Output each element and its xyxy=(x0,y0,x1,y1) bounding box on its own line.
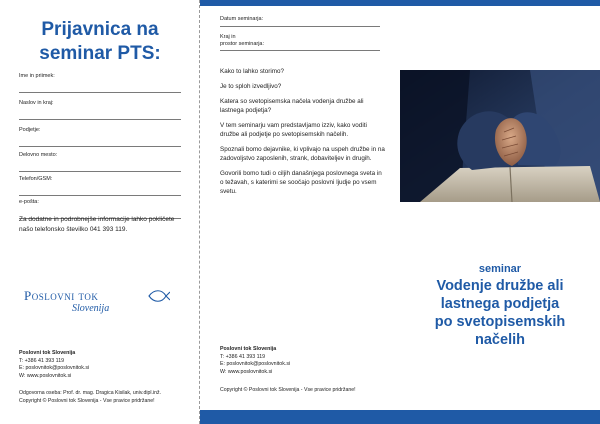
praying-hands-image xyxy=(400,70,600,202)
seminar-title-line: načelih xyxy=(475,332,525,348)
registration-panel xyxy=(0,0,200,424)
email-field-label: e-pošta: xyxy=(19,199,39,205)
job-position-field[interactable] xyxy=(19,148,181,172)
cover-panel xyxy=(400,0,600,424)
info-panel xyxy=(200,0,400,424)
seminar-place-label-line1: Kraj in xyxy=(220,34,236,40)
paragraph: V tem seminarju vam predstavljamo izziv, kako voditi družbe ali podjetje po svetopisemskih načelih. xyxy=(220,122,367,138)
left-footer xyxy=(19,390,195,405)
seminar-place-label-line2: prostor seminarja: xyxy=(220,41,265,47)
company-logo xyxy=(24,288,184,322)
fish-icon xyxy=(148,290,170,302)
responsible-person: Odgovorna oseba: Prof. dr. mag. Dragica Kisilak, univ.dipl.inž. xyxy=(19,390,162,396)
form-title xyxy=(0,18,200,66)
paragraph: Katera so svetopisemska načela vodenja družbe ali lastnega podjetja? xyxy=(220,98,364,114)
seminar-date-label: Datum seminarja: xyxy=(220,16,264,22)
logo-main-text: Poslovni tok xyxy=(24,288,99,303)
seminar-description xyxy=(220,67,385,202)
seminar-place-field[interactable] xyxy=(220,34,380,51)
contact-web: W: www.poslovnitok.si xyxy=(19,372,72,379)
middle-copyright: Copyright © Poslovni tok Slovenija - Vse pravice pridržane! xyxy=(220,387,356,393)
seminar-tag: seminar xyxy=(478,263,522,275)
contact-web: W: www.poslovnitok.si xyxy=(220,368,273,375)
left-copyright: Copyright © Poslovni tok Slovenija - Vse pravice pridržane! xyxy=(19,397,155,404)
form-title-line1: Prijavnica na xyxy=(41,19,159,40)
praying-hands-photo xyxy=(400,70,600,202)
paragraph: Je to sploh izvedljivo? xyxy=(220,83,282,90)
contact-email: E: poslovnitok@poslovnitok.si xyxy=(220,361,291,367)
company-field-label: Podjetje: xyxy=(19,127,41,133)
address-field-label: Naslov in kraj: xyxy=(19,100,54,106)
logo-sub-text: Slovenija xyxy=(72,303,110,314)
contact-company-name: Poslovni tok Slovenija xyxy=(220,346,277,352)
left-contact-block xyxy=(19,350,189,380)
paragraph: Spoznali bomo dejavnike, ki vplivajo na uspeh družbe in na zadovoljstvo zaposlenih, strank, dobaviteljev in drugih. xyxy=(220,146,385,162)
contact-email: E: poslovnitok@poslovnitok.si xyxy=(19,365,90,371)
paragraph: Govorili bomo tudi o ciljih današnjega poslovnega sveta in o težavah, s katerimi se soočajo poslovni ljudje po vsem svetu. xyxy=(220,170,382,195)
phone-field-label: Telefon/GSM: xyxy=(19,176,53,182)
company-field[interactable] xyxy=(19,123,181,147)
name-field[interactable] xyxy=(19,69,181,93)
seminar-title-line: po svetopisemskih xyxy=(434,314,566,330)
contact-phone: T: +386 41 393 119 xyxy=(19,357,65,364)
form-info-text: Za dodatne in podrobnejše informacije lahko pokličete našo telefonsko številko 041 393 119. xyxy=(19,216,175,233)
form-title-line2: seminar PTS: xyxy=(39,43,161,64)
name-field-label: Ime in priimek: xyxy=(19,73,55,79)
address-field[interactable] xyxy=(19,96,181,120)
seminar-title-line: Vodenje družbe ali xyxy=(436,278,564,294)
phone-field[interactable] xyxy=(19,172,181,196)
middle-contact-block xyxy=(220,346,390,376)
contact-company-name: Poslovni tok Slovenija xyxy=(19,350,76,356)
job-position-field-label: Delovno mesto: xyxy=(19,152,58,158)
seminar-title xyxy=(400,277,600,349)
seminar-title-line: lastnega podjetja xyxy=(440,296,560,312)
contact-phone: T: +386 41 393 119 xyxy=(220,353,266,360)
paragraph: Kako to lahko storimo? xyxy=(220,68,285,75)
seminar-date-field[interactable] xyxy=(220,16,380,27)
